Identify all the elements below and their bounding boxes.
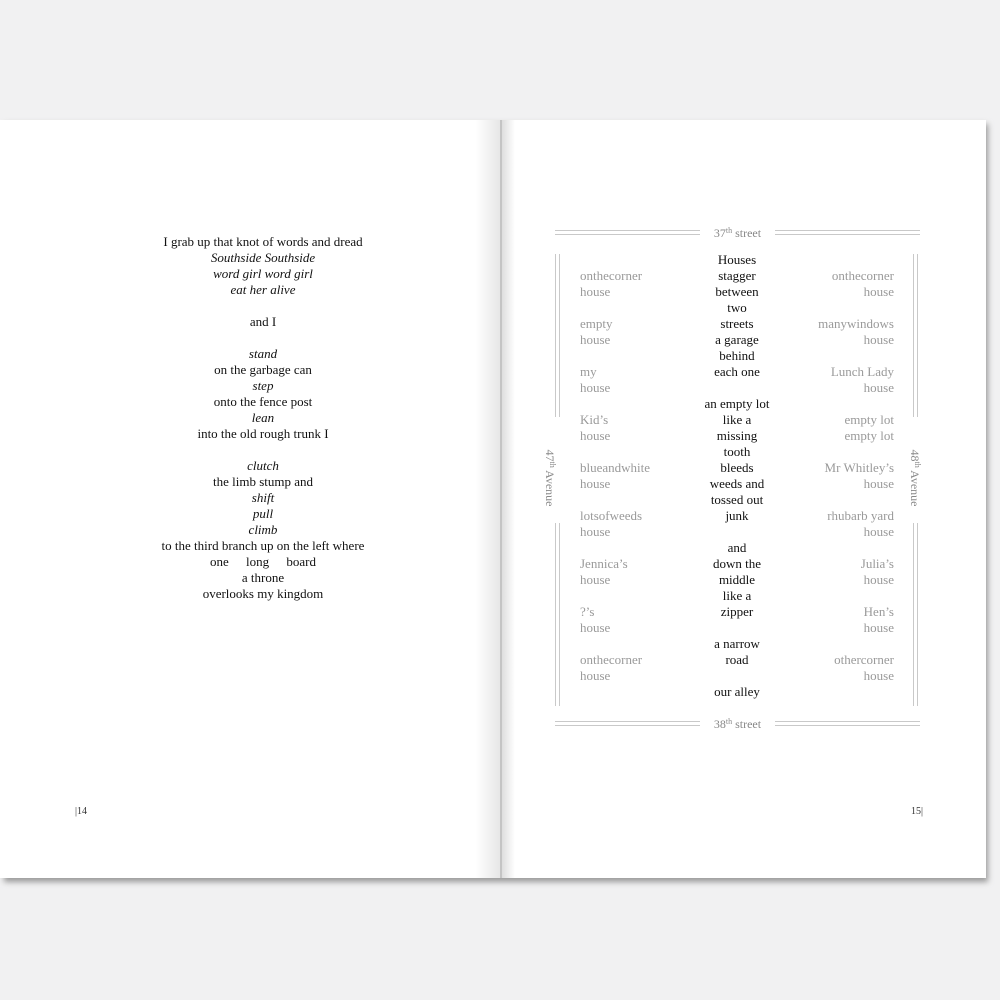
right-house-label: house — [863, 332, 894, 347]
street-rule-right — [775, 721, 920, 726]
right-house-label: house — [863, 284, 894, 299]
poem-line: shift — [251, 490, 275, 505]
right-house-label — [784, 348, 894, 364]
middle-poem-column — [687, 252, 787, 700]
left-house-label: house — [580, 668, 611, 683]
right-house-label: othercorner — [834, 652, 894, 667]
right-house-label: house — [863, 620, 894, 635]
left-house-label: house — [580, 380, 611, 395]
left-avenue-label: 47th Avenue — [543, 449, 557, 507]
middle-poem-line: tooth — [723, 444, 751, 459]
poem-line: overlooks my kingdom — [202, 586, 324, 601]
poem-line: climb — [248, 522, 278, 537]
right-house-label: house — [863, 572, 894, 587]
bottom-street-label — [555, 717, 920, 731]
middle-poem-line: each one — [714, 364, 760, 379]
poem-line: into the old rough trunk I — [197, 426, 329, 441]
right-page-number: 15| — [910, 806, 923, 817]
left-house-label: house — [580, 428, 611, 443]
right-house-label — [784, 540, 894, 556]
right-house-label — [784, 588, 894, 604]
left-page — [0, 120, 501, 878]
poem-line: on the garbage can — [214, 362, 312, 377]
left-page-number: |14 — [75, 806, 88, 817]
middle-poem-line: tossed out — [710, 492, 764, 507]
right-house-label — [784, 636, 894, 652]
middle-poem-line: a narrow — [714, 636, 760, 651]
poem-line: to the third branch up on the left where — [161, 538, 365, 553]
poem-line: the limb stump and — [212, 474, 314, 489]
middle-poem-line: our alley — [714, 684, 760, 699]
left-house-label: house — [580, 476, 611, 491]
middle-poem-line: junk — [725, 508, 749, 523]
left-house-label — [580, 492, 690, 508]
poem-line: and I — [249, 314, 277, 329]
left-house-label: Jennica’s — [580, 556, 628, 571]
left-house-label: lotsofweeds — [580, 508, 643, 523]
left-houses-column — [580, 252, 690, 684]
left-house-label: empty — [580, 316, 613, 331]
middle-poem-line — [687, 668, 787, 684]
right-border-upper — [913, 254, 918, 417]
middle-poem-line: between — [715, 284, 759, 299]
poem-line: a throne — [241, 570, 285, 585]
left-house-label — [580, 444, 690, 460]
right-avenue-label: 48th Avenue — [908, 449, 922, 507]
left-house-label — [580, 300, 690, 316]
right-house-label: Mr Whitley’s — [824, 460, 894, 475]
middle-poem-line — [687, 380, 787, 396]
middle-poem-line — [687, 620, 787, 636]
left-house-label — [580, 540, 690, 556]
right-house-label: rhubarb yard — [827, 508, 894, 523]
right-border-lower — [913, 523, 918, 706]
middle-poem-line: stagger — [718, 268, 756, 283]
middle-poem-line: zipper — [720, 604, 754, 619]
left-house-label: ?’s — [580, 604, 595, 619]
right-house-label — [784, 252, 894, 268]
middle-poem-line: road — [725, 652, 749, 667]
right-houses-column — [784, 252, 894, 684]
middle-poem-line: down the — [712, 556, 762, 571]
right-house-label: house — [863, 476, 894, 491]
poem-line: onto the fence post — [213, 394, 313, 409]
right-house-label: empty lot — [844, 428, 894, 443]
street-rule-right — [775, 230, 920, 235]
left-house-label: house — [580, 332, 611, 347]
poem-line: lean — [251, 410, 275, 425]
poem-line: eat her alive — [230, 282, 296, 297]
right-house-label — [784, 396, 894, 412]
right-house-label: house — [863, 524, 894, 539]
right-house-label: house — [863, 668, 894, 683]
top-street-text: 37th street — [713, 226, 762, 240]
left-house-label: house — [580, 284, 611, 299]
top-street-label — [555, 226, 920, 240]
left-border-upper — [555, 254, 560, 417]
street-rule-left — [555, 230, 700, 235]
poem-line — [115, 330, 411, 346]
right-house-label: house — [863, 380, 894, 395]
middle-poem-line: like a — [722, 588, 752, 603]
right-house-label — [784, 300, 894, 316]
left-house-label: house — [580, 572, 611, 587]
right-house-label: manywindows — [818, 316, 894, 331]
poem-line — [115, 442, 411, 458]
left-house-label — [580, 396, 690, 412]
middle-poem-line: missing — [716, 428, 758, 443]
left-house-label: house — [580, 620, 611, 635]
right-page — [501, 120, 986, 878]
middle-poem-line: bleeds — [720, 460, 754, 475]
middle-poem-line: and — [727, 540, 747, 555]
right-gutter-shading — [501, 120, 515, 878]
right-house-label: Julia’s — [860, 556, 894, 571]
poem-line: I grab up that knot of words and dread — [163, 234, 363, 249]
middle-poem-line: a garage — [715, 332, 759, 347]
right-house-label: empty lot — [844, 412, 894, 427]
bottom-street-text: 38th street — [713, 717, 762, 731]
poem-line: clutch — [247, 458, 279, 473]
middle-poem-line: middle — [718, 572, 756, 587]
poem-line: stand — [248, 346, 278, 361]
poem-line — [115, 298, 411, 314]
left-house-label: my — [580, 364, 597, 379]
middle-poem-line: two — [727, 300, 747, 315]
left-border-lower — [555, 523, 560, 706]
poem-line: pull — [252, 506, 274, 521]
left-house-label — [580, 636, 690, 652]
left-house-label: house — [580, 524, 611, 539]
middle-poem-line: like a — [722, 412, 752, 427]
middle-poem-line: streets — [720, 316, 754, 331]
left-house-label — [580, 588, 690, 604]
poem-line: step — [252, 378, 274, 393]
right-house-label: Hen’s — [863, 604, 894, 619]
middle-poem-line: behind — [719, 348, 755, 363]
poem-line: Southside Southside — [210, 250, 316, 265]
left-house-label — [580, 252, 690, 268]
middle-poem-line: an empty lot — [704, 396, 770, 411]
poem-line: word girl word girl — [213, 266, 313, 281]
middle-poem-line — [687, 524, 787, 540]
right-house-label — [784, 492, 894, 508]
middle-poem-line: weeds and — [709, 476, 765, 491]
left-house-label: onthecorner — [580, 652, 643, 667]
right-house-label: onthecorner — [831, 268, 894, 283]
right-house-label — [784, 444, 894, 460]
left-house-label: onthecorner — [580, 268, 643, 283]
street-rule-left — [555, 721, 700, 726]
book-spine — [500, 120, 502, 878]
left-gutter-shading — [475, 120, 501, 878]
poem-line: one long board — [210, 554, 316, 569]
left-house-label: Kid’s — [580, 412, 609, 427]
left-house-label: blueandwhite — [580, 460, 651, 475]
poem-text — [115, 234, 411, 602]
left-house-label — [580, 348, 690, 364]
right-house-label: Lunch Lady — [830, 364, 894, 379]
middle-poem-line: Houses — [717, 252, 757, 267]
